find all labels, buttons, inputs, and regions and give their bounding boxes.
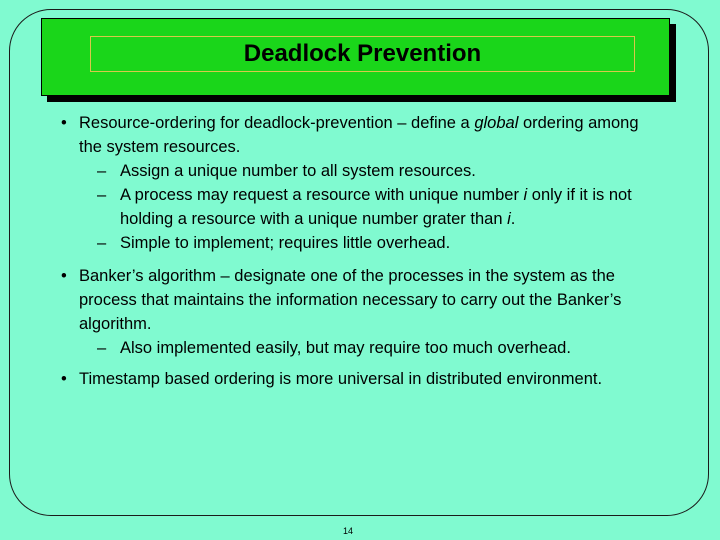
bullet-timestamp-ordering <box>61 367 679 391</box>
subbullet-text: Simple to implement; requires little overhead. <box>120 234 451 252</box>
slide-title: Deadlock Prevention <box>90 36 635 72</box>
bullet-resource-ordering <box>61 111 659 159</box>
page-number: 14 <box>343 526 354 536</box>
bullet-bankers-algorithm <box>61 264 659 336</box>
subbullet-text: Assign a unique number to all system resources. <box>120 162 476 180</box>
bullet-text: Timestamp based ordering is more universal in distributed environment. <box>79 370 603 388</box>
bullet-marker: • <box>61 267 67 285</box>
subbullet-request-rule <box>97 183 660 231</box>
subbullet-also-implemented <box>97 336 680 360</box>
bullet-marker: • <box>61 370 67 388</box>
subbullet-text-italic: i <box>523 186 528 204</box>
subbullet-text: . <box>510 210 516 228</box>
subbullet-simple <box>97 231 660 255</box>
bullet-text: ordering among the system resources. <box>79 114 639 156</box>
subbullet-marker: – <box>97 234 107 252</box>
subbullet-marker: – <box>97 186 107 204</box>
bullet-text-italic: global <box>474 114 519 132</box>
subbullet-marker: – <box>97 162 107 180</box>
bullet-text: Resource-ordering for deadlock-prevention – define a <box>79 114 475 132</box>
bullet-marker: • <box>61 114 67 132</box>
subbullet-text-italic: i <box>507 210 511 228</box>
subbullet-marker: – <box>97 339 107 357</box>
subbullet-text: only if it is not holding a resource with a unique number grater than <box>120 186 632 228</box>
subbullet-text: Also implemented easily, but may require too much overhead. <box>120 339 571 357</box>
bullet-text: Banker’s algorithm – designate one of the processes in the system as the process that maintains the information necessary to carry out the Banker’s algorithm. <box>79 267 622 333</box>
subbullet-assign-number <box>97 159 680 183</box>
subbullet-text: A process may request a resource with unique number <box>120 186 524 204</box>
